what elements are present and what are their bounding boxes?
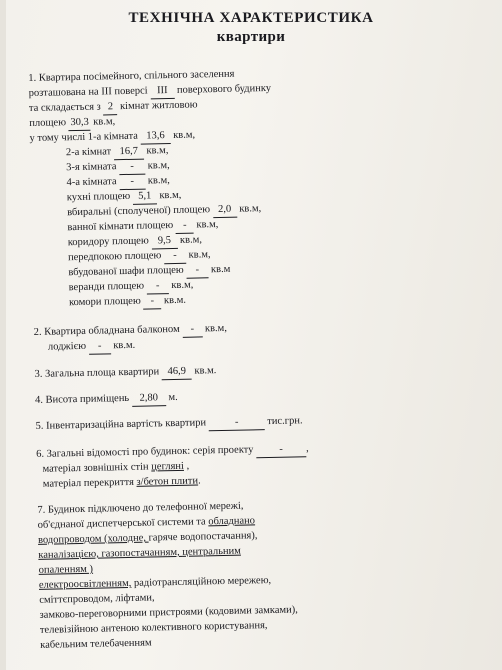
s7-line6: електроосвітленням, радіотрансляційною мережею, xyxy=(38,575,272,591)
veranda-area: - xyxy=(147,279,169,295)
total-area: 46,9 xyxy=(162,365,192,381)
veranda-line: веранди площею - кв.м, xyxy=(68,279,194,294)
room2-area: 16,7 xyxy=(114,145,144,161)
hall-line: передпокою площею - кв.м, xyxy=(67,249,211,264)
s5-line: 5. Інвентаризаційна вартість квартири - тис.грн. xyxy=(35,415,303,432)
kitchen-line: кухні площею 5,1 кв.м, xyxy=(66,189,182,204)
corridor-area: 9,5 xyxy=(151,234,177,250)
s1-line4: площею 30,3 кв.м, xyxy=(29,115,115,132)
s7-line4: каналізацією, газопостачанням, центральним xyxy=(38,545,241,561)
s6-line2: матеріал зовнішніх стін цегляні , xyxy=(42,460,190,475)
document-title: ТЕХНІЧНА ХАРАКТЕРИСТИКА xyxy=(128,10,374,26)
s2-line2: лоджією - кв.м. xyxy=(48,339,136,356)
room4-area: - xyxy=(119,175,145,191)
room2-line: 2-а кімнат 16,7 кв.м, xyxy=(66,144,169,161)
floors-count: III xyxy=(150,84,174,100)
s1-line2: розташована на III поверсі III поверхового будинку xyxy=(28,82,272,99)
room3-area: - xyxy=(119,160,145,176)
rooms-count: 2 xyxy=(103,100,117,115)
inventory-value: - xyxy=(209,415,265,431)
s7-line1: 7. Будинок підключено до телефонної мережі, xyxy=(37,500,244,516)
floor-material: з/бетон плити xyxy=(136,475,199,488)
room1-area: 13,6 xyxy=(140,129,170,145)
s4-line: 4. Висота приміщень 2,80 м. xyxy=(34,391,178,406)
room4-line: 4-а кімната - кв.м, xyxy=(66,174,170,191)
s7-line10: кабельним телебаченням xyxy=(40,637,152,651)
s3-line: 3. Загальна площа квартири 46,9 кв.м. xyxy=(34,365,217,380)
s7-line3: водопроводом (холодне, гаряче водопостачання), xyxy=(37,530,258,546)
ceiling-height: 2,80 xyxy=(132,391,166,407)
storage-line: комори площею - кв.м. xyxy=(68,294,187,309)
s1-line1: 1. Квартира посімейного, спільного заселення xyxy=(28,68,235,84)
s7-line2: об'єднаної диспетчерської системи та обладнано xyxy=(37,515,256,531)
s7-line8: замково-переговорними пристроями (кодовими замками), xyxy=(39,604,298,621)
balcony-area: - xyxy=(182,322,202,338)
corridor-line: коридору площею 9,5 кв.м, xyxy=(67,234,203,249)
s2-line1: 2. Квартира обладнана балконом - кв.м, xyxy=(33,322,228,338)
bath-line: ванної кімнати площею - кв.м, xyxy=(67,219,219,234)
wardrobe-area: - xyxy=(186,263,208,279)
loggia-area: - xyxy=(89,339,111,355)
kitchen-area: 5,1 xyxy=(133,189,157,205)
bath-area: - xyxy=(176,219,194,235)
hall-area: - xyxy=(164,249,186,265)
living-area: 30,3 xyxy=(68,116,90,132)
document-subtitle: квартири xyxy=(216,29,286,45)
s6-line1: 6. Загальні відомості про будинок: серія проекту - , xyxy=(36,443,309,460)
s7-line7: сміттєпроводом, ліфтами, xyxy=(39,592,155,606)
project-series: - xyxy=(256,442,306,458)
storage-area: - xyxy=(143,294,161,310)
s1-line5: у тому числі 1-а кімната 13,6 кв.м, xyxy=(29,129,196,144)
s7-line5: опаленням ) xyxy=(38,563,94,576)
wc-line: вбиральні (сполученої) площею 2,0 кв.м, xyxy=(67,203,262,219)
s7-line9: телевізійною антеною колективного користування, xyxy=(39,620,268,636)
wardrobe-line: вбудованої шафи площею - кв.м xyxy=(68,263,231,279)
wall-material: цегляні xyxy=(151,460,185,473)
s1-line3: та складається з 2 кімнат житловою xyxy=(28,99,198,114)
wc-area: 2,0 xyxy=(213,203,237,219)
room3-line: 3-я кімната - кв.м, xyxy=(66,159,170,176)
s6-line3: матеріал перекриття з/бетон плити. xyxy=(42,475,201,490)
